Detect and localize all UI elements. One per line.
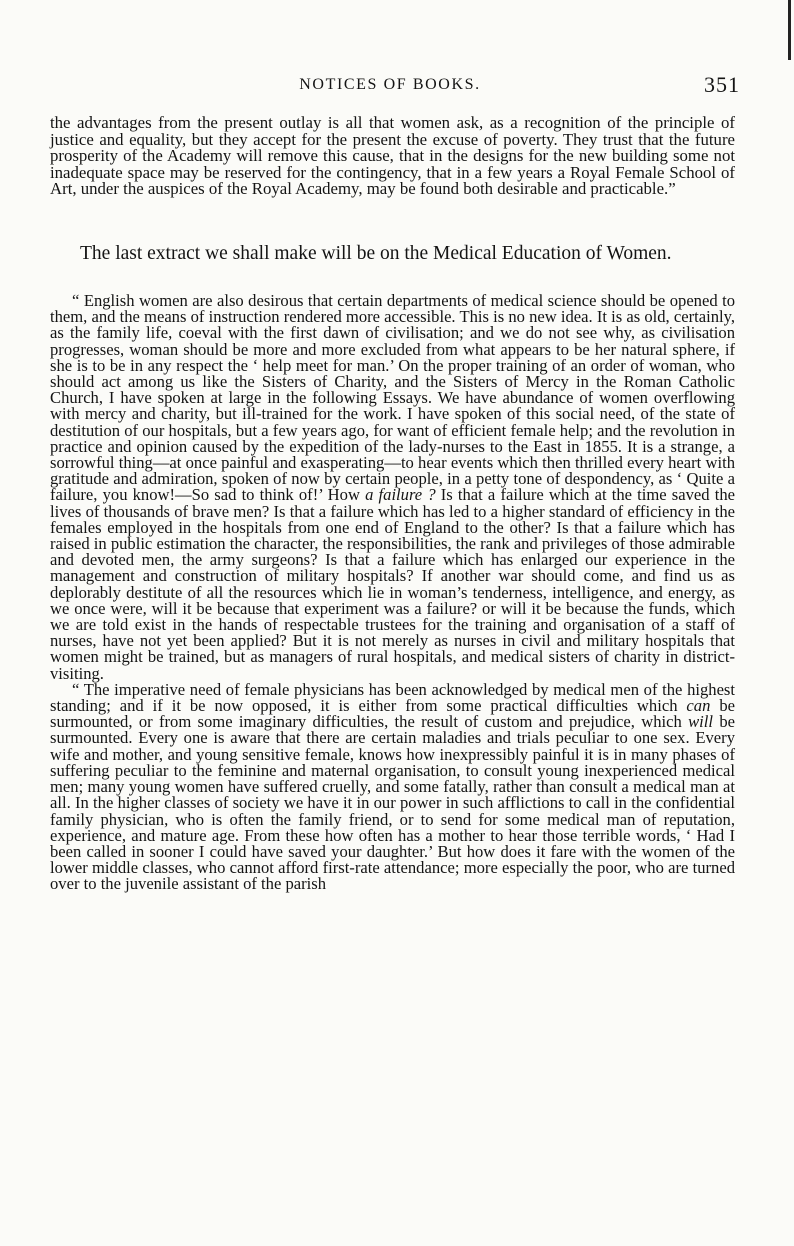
intro-paragraph: The last extract we shall make will be on the Medical Education of Women. bbox=[80, 243, 672, 264]
closing-quote-block bbox=[50, 115, 735, 198]
extract-2-italic-can: can bbox=[686, 696, 711, 716]
extract-paragraph-1 bbox=[50, 293, 735, 682]
extract-1-text-b: Is that a failure which at the time saved the lives of thousands of brave men? Is that a failure which has led to a higher standard of efficiency in the females employed in the hospitals from one end of England to the other? Is that a failure which has raised in public estimation the character, the responsibilities, the rank and privileges of those admirable and devoted men, the army surgeons? Is that a failure which has enlarged our experience in the management and construction of military hospitals? If another war should come, and find us as deplorably destitute of all the resources which lie in woman’s tenderness, intelligence, and energy, as we once were, will it be because that experiment was a failure? or will it be because the funds, which we are told exist in the hands of respectable trustees for the training and organisation of a staff of nurses, have not yet been applied? But it is not merely as nurses in civil and military hospitals that women might be trained, but as managers of rural hospitals, and medical sisters of charity in district-visiting. bbox=[50, 485, 735, 683]
extract-2-text-a: “ The imperative need of female physicians has been acknowledged by medical men of the highest standing; and if it be now opposed, it is either from some practical difficulties which bbox=[50, 679, 735, 716]
page-edge-mark bbox=[788, 0, 791, 60]
running-head: NOTICES OF BOOKS. bbox=[299, 76, 481, 93]
page-header bbox=[40, 72, 740, 100]
extract-1-text-a: “ English women are also desirous that certain departments of medical science should be opened to them, and the means of instruction rendered more accessible. This is no new idea. It is as old, certainly, as the family life, coeval with the first dawn of civilisation; and we do not see why, as civilisation progresses, woman should be more and more excluded from what appears to be her natural sphere, if she is to be in any respect the ‘ help meet for man.’ On the proper training of an order of woman, who should act among us like the Sisters of Charity, and the Sisters of Mercy in the Roman Catholic Church, I have spoken at large in the following Essays. We have abundance of women overflowing with mercy and charity, but ill-trained for the work. I have spoken of this social need, of the state of destitution of our hospitals, but a few years ago, for want of efficient female help; and the revolution in practice and opinion caused by the expedition of the lady-nurses to the East in 1855. It is a strange, a sorrowful thing—at once painful and exasperating—to hear events which then thrilled every heart with gratitude and admiration, spoken of now by certain people, in a petty tone of despondency, as ‘ Quite a failure, you know!—So sad to think of!’ How bbox=[50, 291, 735, 505]
closing-quote-paragraph: the advantages from the present outlay is all that women ask, as a recognition of the principle of justice and equality, but they accept for the present the excuse of poverty. They trust that the future prosperity of the Academy will remove this cause, that in the designs for the new building some not inadequate space may be reserved for the contingency, that in a few years a Royal Female School of Art, under the auspices of the Royal Academy, may be found both desirable and practicable.” bbox=[50, 113, 735, 199]
extract-2-text-c: be surmounted. Every one is aware that there are certain maladies and trials peculiar to one sex. Every wife and mother, and young sensitive female, knows how inexpressibly painful it is in many phases of suffering peculiar to the feminine and maternal organisation, to consult young inexperienced medical men; many young women have suffered cruelly, and some fatally, rather than consult a medical man at all. In the higher classes of society we have it in our power in such afflictions to call in the confidential family physician, who is often the family friend, or to send for some medical man of reputation, experience, and mature age. From these how often has a mother to hear those terrible words, ‘ Had I been called in sooner I could have saved your daughter.’ But how does it fare with the women of the lower middle classes, who cannot afford first-rate attendance; more especially the poor, who are turned over to the juvenile assistant of the parish bbox=[50, 712, 735, 894]
extract-block bbox=[50, 293, 735, 893]
extract-1-italic: a failure ? bbox=[365, 485, 436, 505]
page-number: 351 bbox=[704, 72, 740, 97]
extract-2-text-b: be surmounted, or from some imaginary difficulties, the result of custom and prejudice, which bbox=[50, 696, 735, 732]
extract-2-italic-will: will bbox=[688, 712, 713, 732]
extract-paragraph-2 bbox=[50, 679, 735, 894]
intro-block bbox=[50, 243, 735, 264]
